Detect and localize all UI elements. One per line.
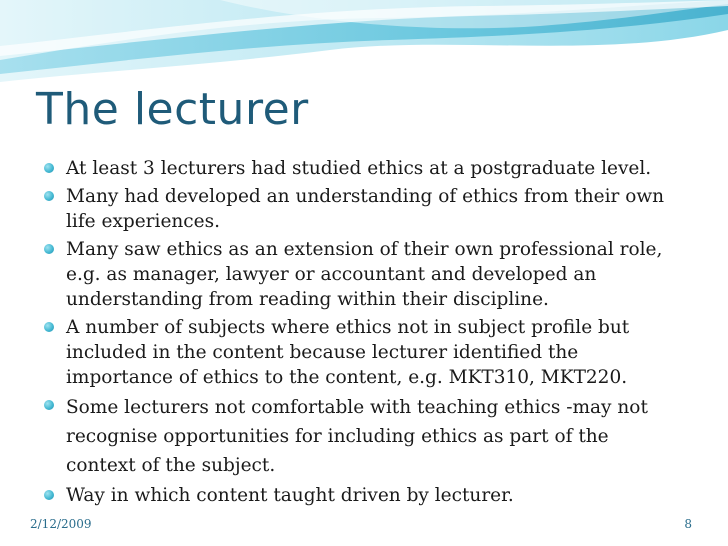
- bullet-text: At least 3 lecturers had studied ethics at a postgraduate level.: [66, 158, 652, 179]
- bullet-list: [42, 156, 682, 511]
- bullet-item: [42, 315, 682, 390]
- bullet-item: [42, 237, 682, 312]
- footer-date: 2/12/2009: [30, 517, 92, 531]
- bullet-dot-icon: [44, 400, 54, 410]
- slide-title: The lecturer: [36, 84, 309, 135]
- page-number: 8: [684, 517, 692, 531]
- bullet-dot-icon: [44, 191, 54, 201]
- bullet-text: Many saw ethics as an extension of their own professional role, e.g. as manager, lawyer or accountant and developed an understanding from reading within their discipline.: [66, 239, 663, 310]
- bullet-dot-icon: [44, 163, 54, 173]
- decorative-wave-header: [0, 0, 728, 90]
- bullet-item: [42, 483, 682, 508]
- bullet-item: [42, 156, 682, 181]
- bullet-text: A number of subjects where ethics not in subject profile but included in the content because lecturer identified the importance of ethics to the content, e.g. MKT310, MKT220.: [66, 317, 630, 388]
- bullet-text: Many had developed an understanding of ethics from their own life experiences.: [66, 186, 665, 232]
- bullet-dot-icon: [44, 490, 54, 500]
- bullet-item: [42, 393, 682, 480]
- bullet-dot-icon: [44, 322, 54, 332]
- bullet-item: [42, 184, 682, 234]
- bullet-text: Way in which content taught driven by lecturer.: [66, 485, 514, 506]
- bullet-dot-icon: [44, 244, 54, 254]
- bullet-text: Some lecturers not comfortable with teaching ethics -may not recognise opportunities for including ethics as part of the context of the subject.: [66, 397, 648, 476]
